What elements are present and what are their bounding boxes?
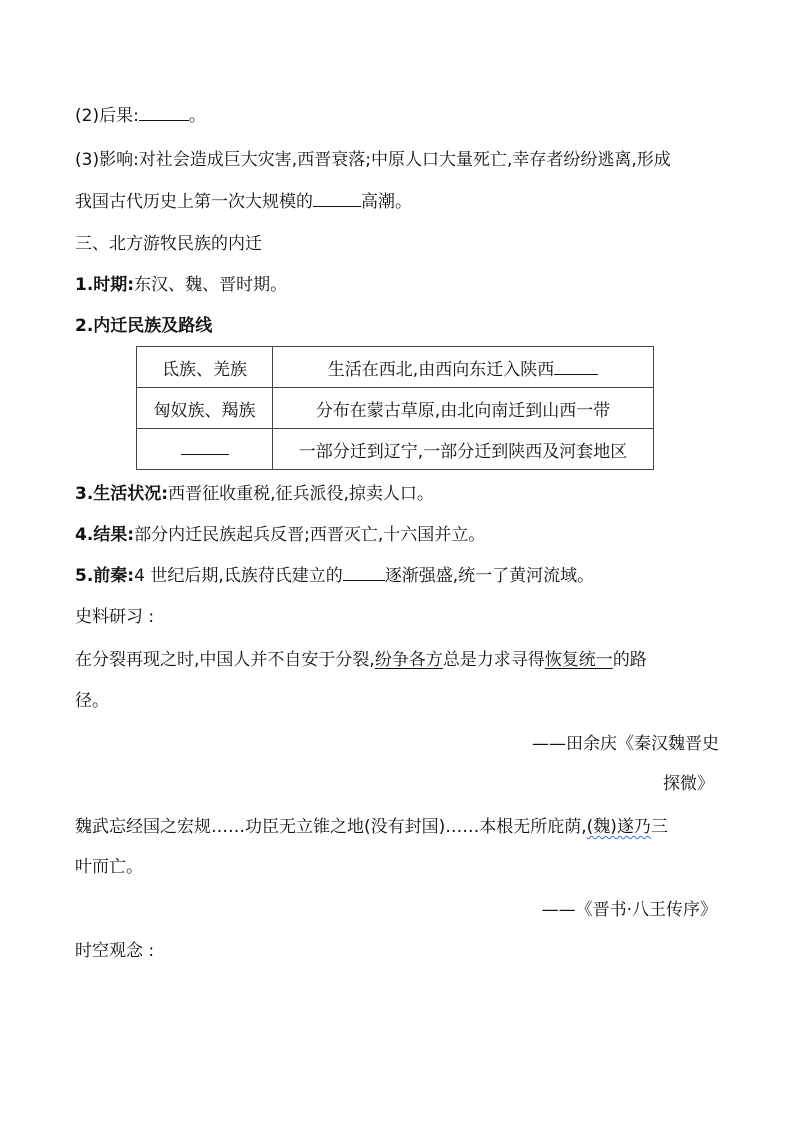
- spacetime-title: 时空观念 :: [75, 941, 155, 961]
- wavy-underlined-phrase: (魏)遂乃: [586, 817, 651, 837]
- section-3-title: 三、北方游牧民族的内迁: [75, 234, 262, 254]
- ethnic-cell: 氐族、羌族: [137, 347, 273, 388]
- item-5-former-qin: [75, 564, 594, 588]
- ethnic-cell: 匈奴族、羯族: [137, 388, 273, 429]
- item-5-text-suffix: 逐渐强盛,统一了黄河流域。: [384, 566, 595, 586]
- item-3-text: 西晋征收重税,征兵派役,掠卖人口。: [168, 484, 434, 504]
- table-row: [137, 347, 654, 388]
- q3-line2-prefix: 我国古代历史上第一次大规模的: [75, 192, 313, 212]
- underlined-phrase: 恢复统一: [544, 650, 613, 670]
- table-row: [137, 388, 654, 429]
- quote-2-text: 三: [650, 817, 668, 837]
- item-1-period: [75, 273, 287, 297]
- route-cell: [273, 347, 654, 388]
- question-3-line1: (3)影响:对社会造成巨大灾害,西晋衰落;中原人口大量死亡,幸存者纷纷逃离,形成: [75, 150, 671, 170]
- item-1-label: 1.时期:: [75, 275, 135, 295]
- migration-table: [136, 346, 654, 470]
- route-text: 生活在西北,由西向东迁入陕西: [327, 359, 555, 380]
- quote-1-text: 的路: [612, 650, 647, 670]
- item-4-result: [75, 523, 485, 547]
- item-3-living: [75, 482, 434, 506]
- item-4-text: 部分内迁民族起兵反晋;西晋灭亡,十六国并立。: [134, 525, 486, 545]
- quote-1-text: 在分裂再现之时,中国人并不自安于分裂,: [75, 650, 375, 670]
- question-2-consequence: [75, 104, 206, 128]
- ethnic-cell: [137, 429, 273, 470]
- q2-prefix: (2)后果:: [75, 106, 139, 126]
- quote-2-line2: 叶而亡。: [75, 857, 143, 877]
- quote-1-line2: 径。: [75, 691, 109, 711]
- quote-1-line1: [75, 648, 647, 672]
- item-5-text-prefix: 4 世纪后期,氐族苻氏建立的: [134, 566, 343, 586]
- answer-blank[interactable]: [181, 438, 229, 455]
- table-row: [137, 429, 654, 470]
- quote-2-line1: [75, 815, 668, 839]
- item-3-label: 3.生活状况:: [75, 484, 169, 504]
- quote-1-source-cont: 探微》: [663, 774, 714, 794]
- quote-1-text: 总是力求寻得: [442, 650, 545, 670]
- underlined-phrase: 纷争各方: [374, 650, 443, 670]
- question-3-line2: [75, 190, 412, 214]
- study-title: 史料研习 :: [75, 607, 155, 627]
- quote-2-source: ——《晋书·八王传序》: [541, 900, 717, 920]
- answer-blank[interactable]: [313, 190, 361, 207]
- quote-1-source: ——田余庆《秦汉魏晋史: [532, 734, 719, 754]
- item-2-title: 2.内迁民族及路线: [75, 316, 213, 336]
- item-1-text: 东汉、魏、晋时期。: [134, 275, 288, 295]
- answer-blank[interactable]: [343, 564, 385, 581]
- route-cell: 分布在蒙古草原,由北向南迁到山西一带: [273, 388, 654, 429]
- answer-blank[interactable]: [139, 104, 189, 121]
- q2-suffix: 。: [188, 106, 206, 126]
- item-5-label: 5.前秦:: [75, 566, 135, 586]
- route-cell: 一部分迁到辽宁,一部分迁到陕西及河套地区: [273, 429, 654, 470]
- quote-2-text: 魏武忘经国之宏规……功臣无立锥之地(没有封国)……本根无所庇荫,: [75, 817, 587, 837]
- item-4-label: 4.结果:: [75, 525, 135, 545]
- q3-line2-suffix: 高潮。: [361, 192, 412, 212]
- answer-blank[interactable]: [554, 358, 598, 375]
